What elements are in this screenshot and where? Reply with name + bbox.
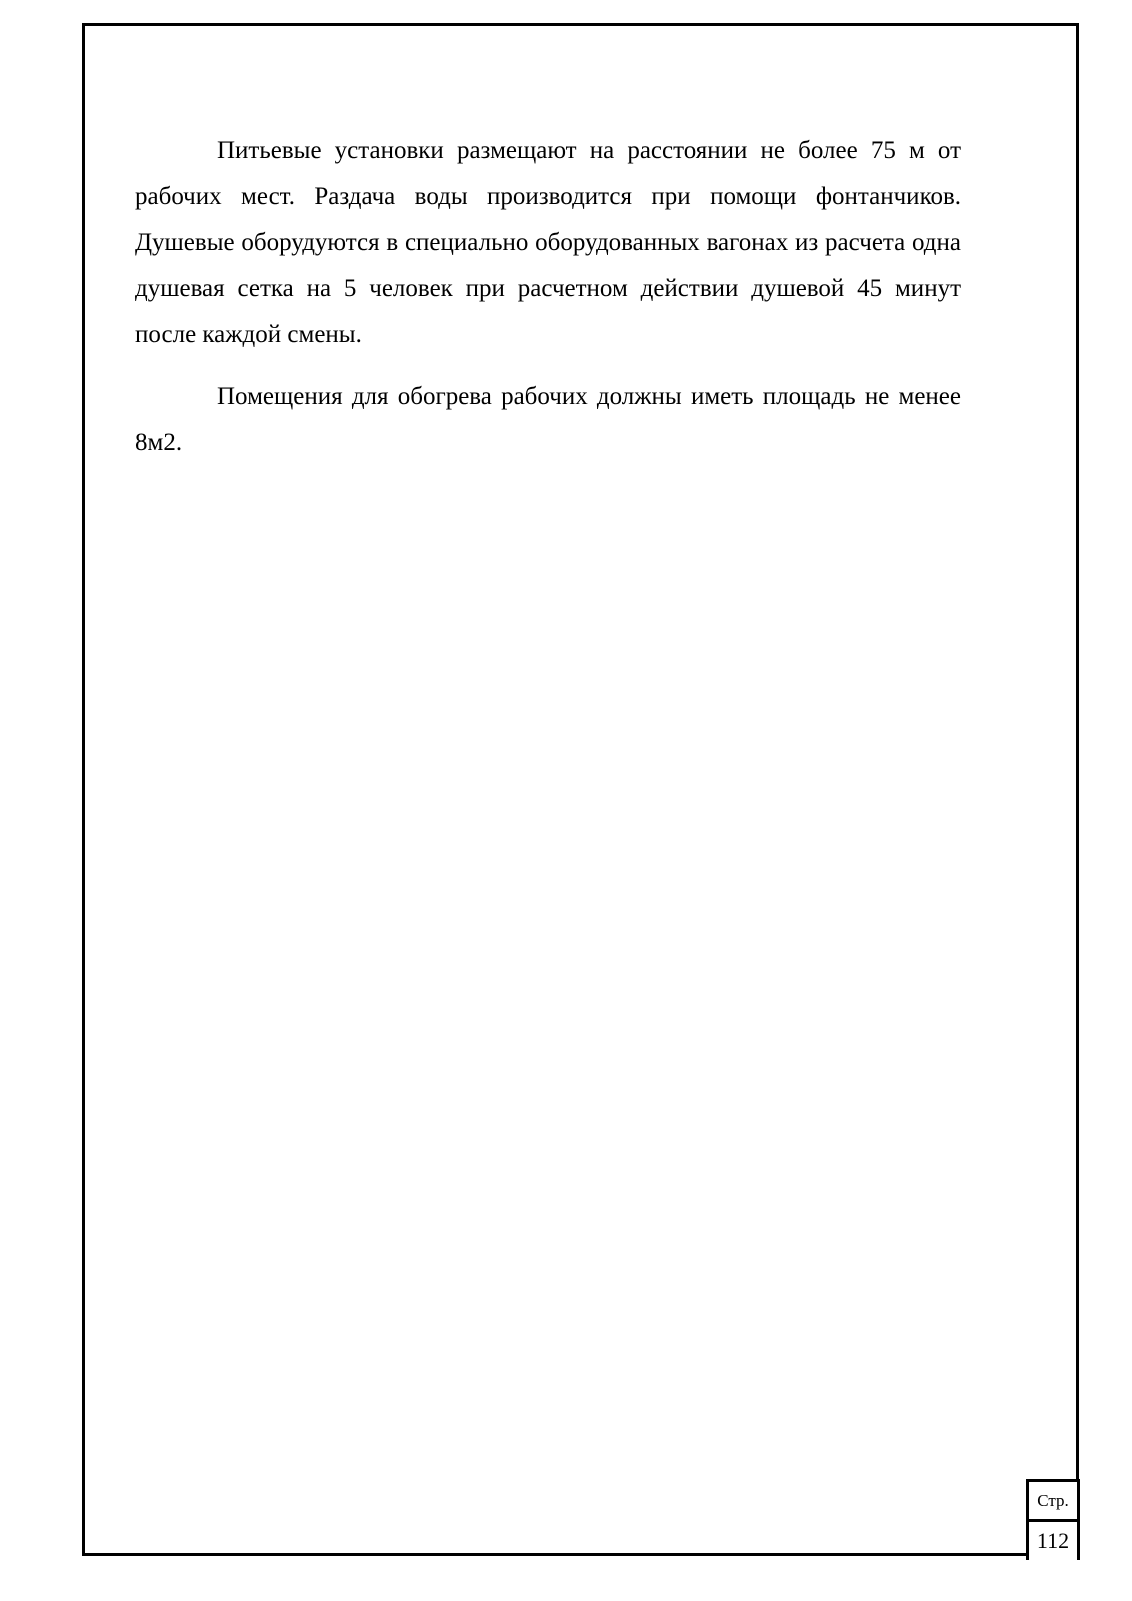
paragraph-drinking-water: Питьевые установки размещают на расстоянии не более 75 м от рабочих мест. Раздача воды производится при помощи фонтанчиков. Душевые оборудуются в специально оборудованных вагонах из расчета одна душевая сетка на 5 человек при расчетном действии душевой 45 минут после каждой смены. [135, 137, 961, 348]
page-number: 112 [1036, 1528, 1070, 1553]
page-stamp [1026, 1479, 1080, 1560]
stamp-label: Стр. [1029, 1482, 1077, 1522]
paragraph-heating-rooms: Помещения для обогрева рабочих должны иметь площадь не менее 8м2. [135, 383, 961, 456]
document-body [135, 128, 961, 466]
